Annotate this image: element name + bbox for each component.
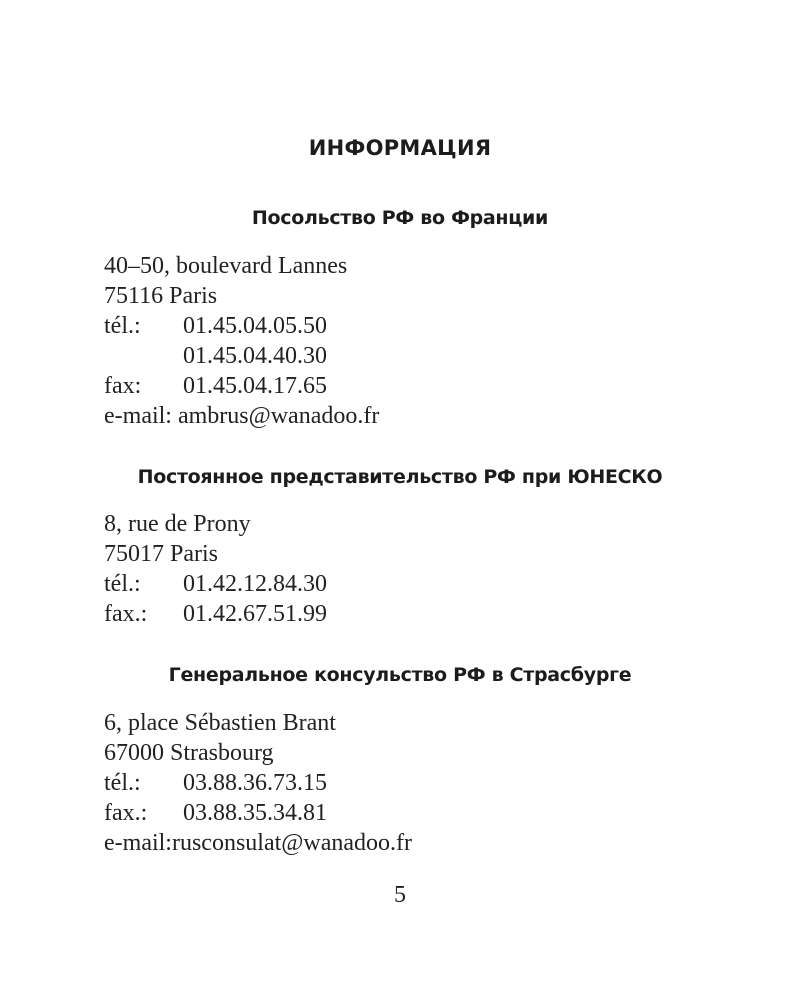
email-label: e-mail: xyxy=(104,830,172,856)
address-line: 6, place Sébastien Brant xyxy=(104,710,336,736)
unesco-contact-block xyxy=(104,509,327,629)
email-address: rusconsulat@wanadoo.fr xyxy=(171,830,413,856)
consulate-contact-block xyxy=(104,708,412,858)
fax-label: fax.: xyxy=(104,601,148,627)
phone-number: 01.45.04.05.50 xyxy=(183,313,327,339)
fax-number: 03.88.35.34.81 xyxy=(183,800,327,826)
phone-line xyxy=(104,569,327,599)
phone-number: 01.42.12.84.30 xyxy=(183,571,327,597)
fax-line xyxy=(104,599,327,629)
address-line: 8, rue de Prony xyxy=(104,511,251,537)
email-address: ambrus@wanadoo.fr xyxy=(177,403,380,429)
phone-label: tél.: xyxy=(104,313,141,339)
phone-label: tél.: xyxy=(104,571,141,597)
fax-number: 01.42.67.51.99 xyxy=(183,601,327,627)
address-line: 40–50, boulevard Lannes xyxy=(104,253,348,279)
fax-line xyxy=(104,371,379,401)
phone-line xyxy=(104,768,412,798)
city-line: 75116 Paris xyxy=(104,283,218,309)
section-heading-embassy: Посольство РФ во Франции xyxy=(251,207,549,229)
fax-line xyxy=(104,798,412,828)
email-line xyxy=(104,828,412,858)
phone-line xyxy=(104,311,379,341)
embassy-contact-block xyxy=(104,251,379,431)
page-number: 5 xyxy=(394,882,406,908)
city-line: 67000 Strasbourg xyxy=(104,740,274,766)
fax-label: fax.: xyxy=(104,800,148,826)
section-heading-unesco: Постоянное представительство РФ при ЮНЕСКО xyxy=(137,466,663,488)
fax-label: fax: xyxy=(104,373,142,399)
phone-line xyxy=(104,341,379,371)
phone-number: 03.88.36.73.15 xyxy=(183,770,327,796)
phone-label: tél.: xyxy=(104,770,141,796)
email-label: e-mail: xyxy=(104,403,172,429)
city-line: 75017 Paris xyxy=(104,541,218,567)
email-line xyxy=(104,401,379,431)
page-title: ИНФОРМАЦИЯ xyxy=(308,136,492,160)
fax-number: 01.45.04.17.65 xyxy=(183,373,327,399)
section-heading-consulate: Генеральное консульство РФ в Страсбурге xyxy=(168,664,632,686)
phone-number: 01.45.04.40.30 xyxy=(183,343,327,369)
